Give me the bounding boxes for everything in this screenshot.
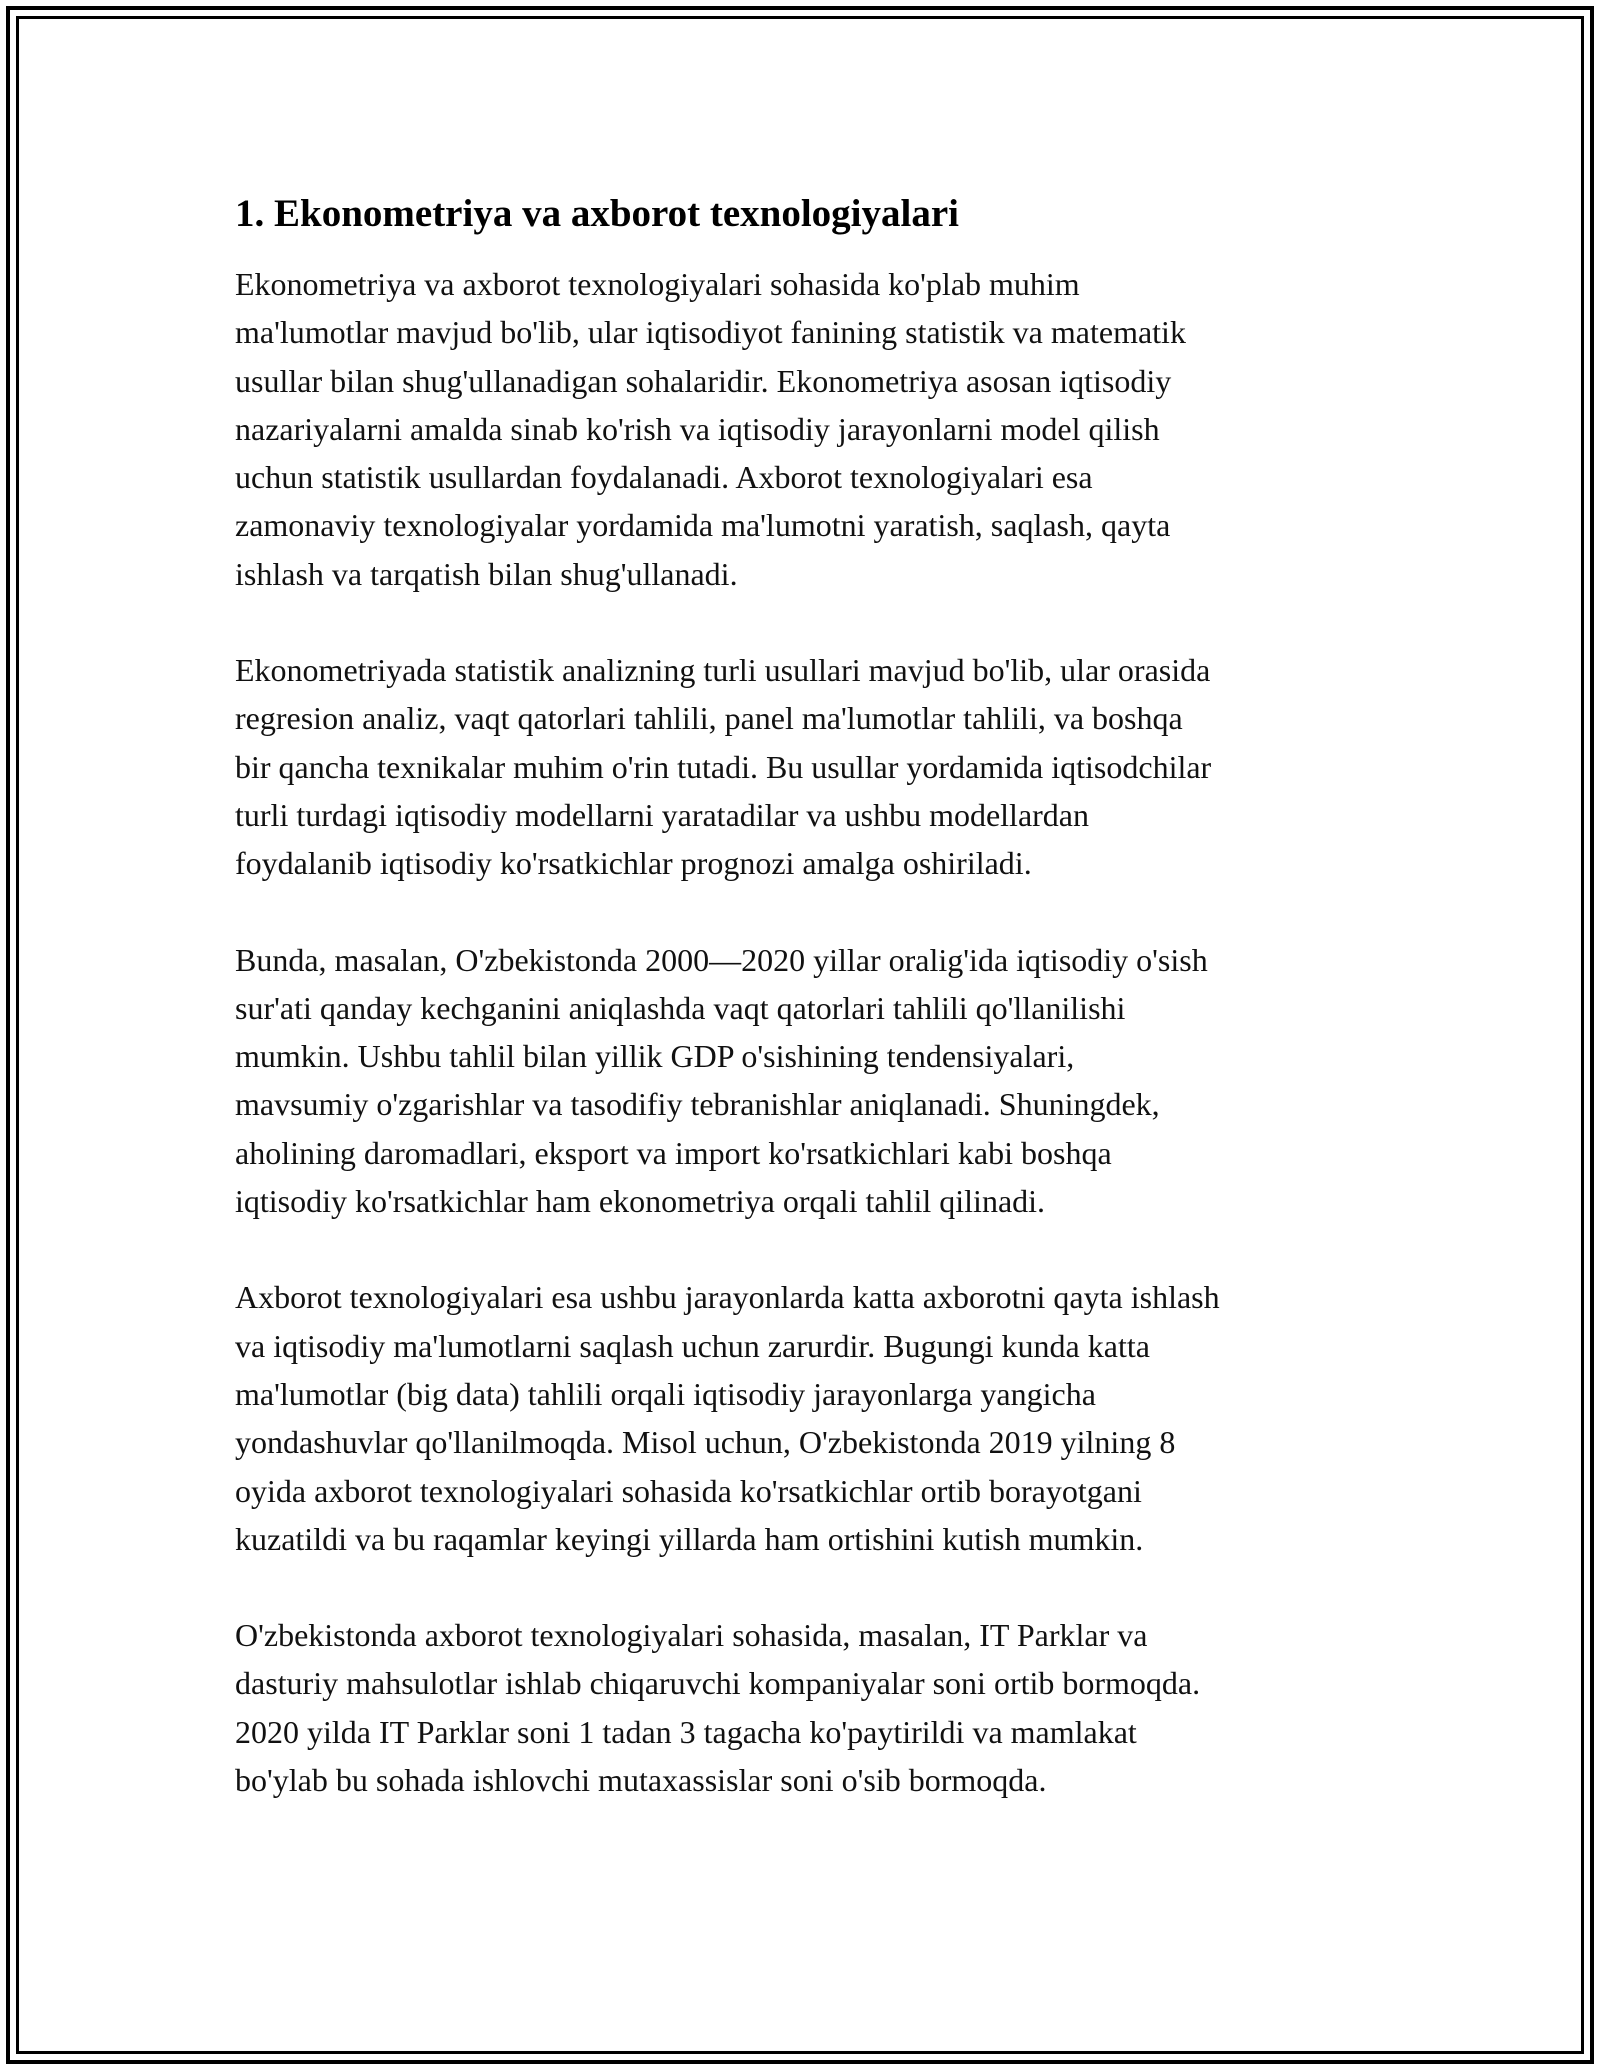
paragraph-methods: Ekonometriyada statistik analizning turli usullari mavjud bo'lib, ular orasida regresion analiz, vaqt qatorlari tahlili, panel ma'lumotlar tahlili, va boshqa bir qancha texnikalar muhim o'rin tutadi. Bu usullar yordamida iqtisodchilar turli turdagi iqtisodiy modellarni yaratadilar va ushbu modellardan foydalanib iqtisodiy ko'rsatkichlar prognozi amalga oshiriladi. <box>235 652 1212 882</box>
paragraph-it: Axborot texnologiyalari esa ushbu jarayonlarda katta axborotni qayta ishlash va iqtisodiy ma'lumotlarni saqlash uchun zarurdir. Bugungi kunda katta ma'lumotlar (big data) tahlili orqali iqtisodiy jarayonlarga yangicha yondashuvlar qo'llanilmoqda. Misol uchun, O'zbekistonda 2019 yilning 8 oyida axborot texnologiyalari sohasida ko'rsatkichlar ortib borayotgani kuzatildi va bu raqamlar keyingi yillarda ham ortishini kutish mumkin. <box>235 1279 1220 1557</box>
paragraph-intro: Ekonometriya va axborot texnologiyalari sohasida ko'plab muhim ma'lumotlar mavjud bo'lib, ular iqtisodiyot fanining statistik va matematik usullar bilan shug'ullanadigan sohalaridir. Ekonometriya asosan iqtisodiy nazariyalarni amalda sinab ko'rish va iqtisodiy jarayonlarni model qilish uchun statistik usullardan foydalanadi. Axborot texnologiyalari esa zamonaviy texnologiyalar yordamida ma'lumotni yaratish, saqlash, qayta ishlash va tarqatish bilan shug'ullanadi. <box>235 266 1186 592</box>
paragraph-it-parks: O'zbekistonda axborot texnologiyalari sohasida, masalan, IT Parklar va dasturiy mahsulotlar ishlab chiqaruvchi kompaniyalar soni ortib bormoqda. 2020 yilda IT Parklar soni 1 tadan 3 tagacha ko'paytirildi va mamlakat bo'ylab bu sohada ishlovchi mutaxassislar soni o'sib bormoqda. <box>235 1617 1201 1799</box>
document-body <box>235 188 1395 1852</box>
paragraph-example: Bunda, masalan, O'zbekistonda 2000—2020 yillar oralig'ida iqtisodiy o'sish sur'ati qanday kechganini aniqlashda vaqt qatorlari tahlili qo'llanilishi mumkin. Ushbu tahlil bilan yillik GDP o'sishining tendensiyalari, mavsumiy o'zgarishlar va tasodifiy tebranishlar aniqlanadi. Shuningdek, aholining daromadlari, eksport va import ko'rsatkichlari kabi boshqa iqtisodiy ko'rsatkichlar ham ekonometriya orqali tahlil qilinadi. <box>235 941 1208 1220</box>
section-heading: 1. Ekonometriya va axborot texnologiyalari <box>235 192 959 235</box>
